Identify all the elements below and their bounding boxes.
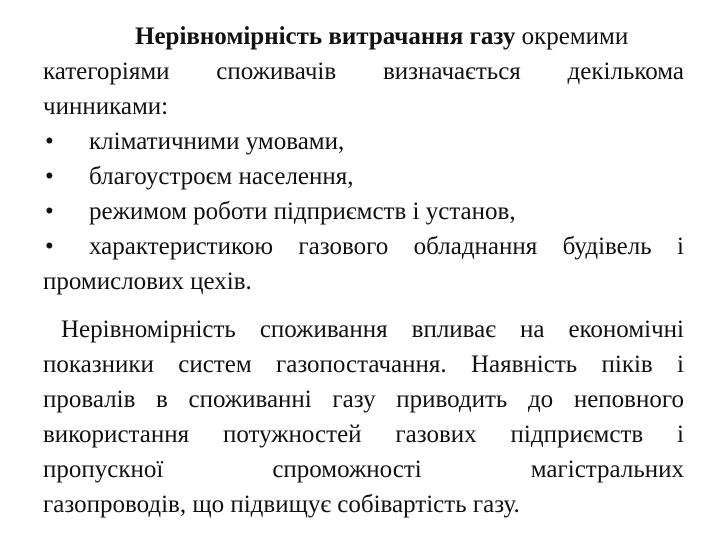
list-item-text: благоустроєм населення, xyxy=(89,163,354,190)
list-item-continuation: промислових цехів. xyxy=(43,268,252,295)
impact-line-5 xyxy=(43,452,684,487)
impact-word: магістральних xyxy=(530,456,684,483)
list-item-text: режимом роботи підприємств і установ, xyxy=(89,198,516,225)
intro-line-2 xyxy=(43,54,684,89)
intro-text-2: категоріями споживачів визначається декількома xyxy=(43,58,684,85)
impact-line-6: газопроводів, що підвищує собівартість газу. xyxy=(43,491,520,518)
impact-line-1: Нерівномірність споживання впливає на економічні xyxy=(61,316,684,343)
paragraph-consumption-unevenness xyxy=(43,19,684,299)
list-item-text: характеристикою газового обладнання будівель і xyxy=(89,233,684,260)
list-item xyxy=(43,159,684,194)
bullet-icon: • xyxy=(45,198,54,225)
intro-sentence xyxy=(43,19,684,54)
factors-list xyxy=(43,124,684,264)
list-item xyxy=(43,194,684,229)
bullet-icon: • xyxy=(45,128,54,155)
intro-line-3: чинниками: xyxy=(43,93,169,120)
impact-line-2: показники систем газопостачання. Наявність піків і xyxy=(43,351,684,378)
intro-text-1: окремими xyxy=(515,23,629,50)
impact-word: спроможності xyxy=(272,456,422,483)
bullet-icon: • xyxy=(45,233,54,260)
bullet-icon: • xyxy=(45,163,54,190)
heading-term: Нерівномірність витрачання газу xyxy=(135,23,516,50)
list-item-text: кліматичними умовами, xyxy=(89,128,345,155)
impact-line-4: використання потужностей газових підприємств і xyxy=(43,421,684,448)
impact-word: пропускної xyxy=(43,456,164,483)
list-item xyxy=(43,124,684,159)
impact-line-3: провалів в споживанні газу приводить до неповного xyxy=(43,386,684,413)
list-item xyxy=(43,229,684,264)
paragraph-economic-impact xyxy=(43,312,684,522)
